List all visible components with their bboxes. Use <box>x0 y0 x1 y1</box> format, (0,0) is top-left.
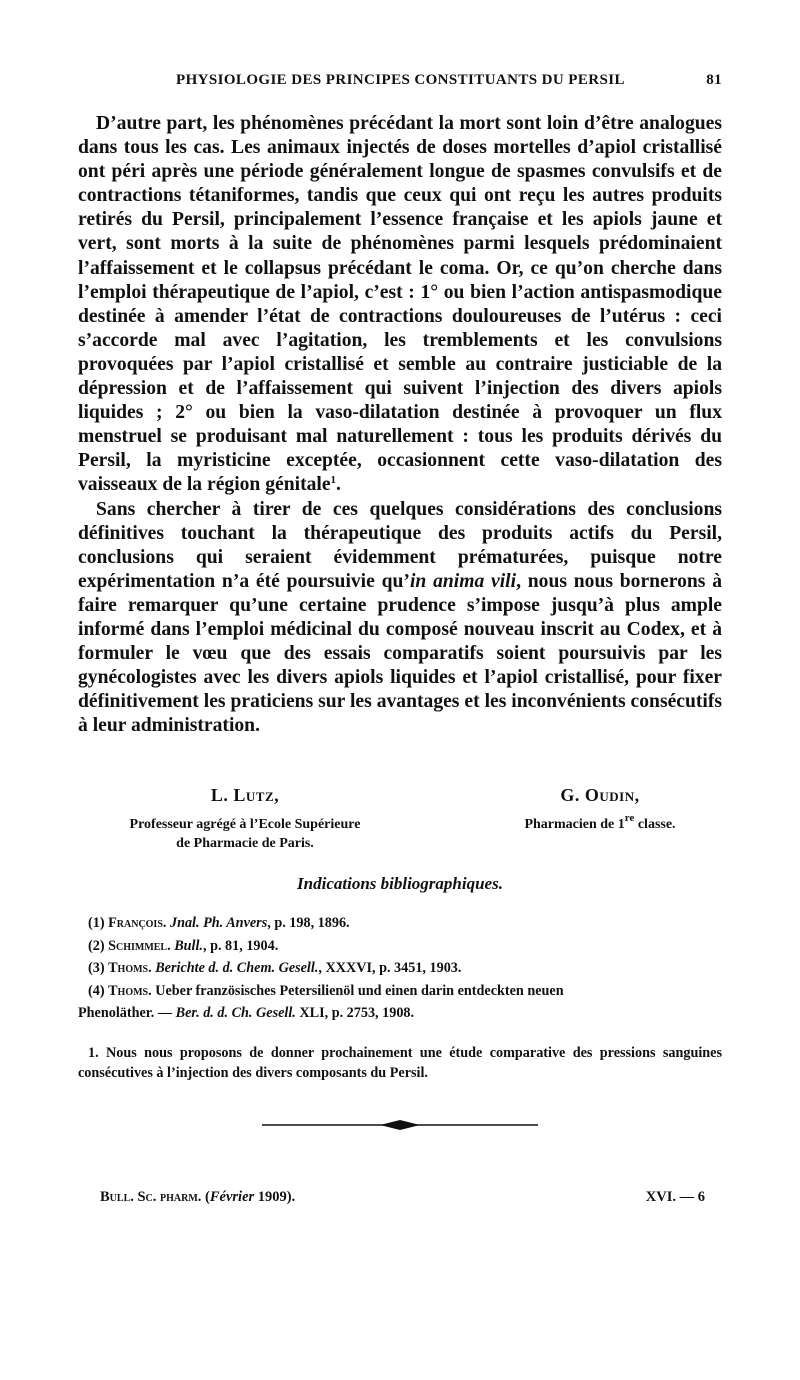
bibliography-heading: Indications bibliographiques. <box>297 874 503 893</box>
footnote-number: 1. <box>88 1045 99 1061</box>
reference-item: (2) Schimmel. Bull., p. 81, 1904. <box>88 937 279 954</box>
author-title: de Pharmacie de Paris. <box>176 836 314 851</box>
signature-lutz <box>95 785 395 853</box>
paragraph-text: Sans chercher à tirer de ces quelques considérations des conclusions définitives touchant la thérapeutique des produits actifs du Persil, conclusions qui seraient évidemment prématurées, puisque notre expérimentation n’a été poursuivie qu’ <box>78 498 722 592</box>
paragraph <box>78 112 722 498</box>
running-title: PHYSIOLOGIE DES PRINCIPES CONSTITUANTS DU PERSIL <box>176 72 625 88</box>
running-header <box>78 72 722 96</box>
paragraph <box>78 498 722 739</box>
journal-citation: Bull. Sc. pharm. (Février 1909). <box>100 1189 296 1205</box>
reference-item: (1) François. Jnal. Ph. Anvers, p. 198, 1896. <box>88 915 350 931</box>
reference-item: (4) Thoms. Ueber französisches Petersilienöl und einen darin entdeckten neuen <box>88 982 564 999</box>
page-footer <box>100 1189 705 1206</box>
page-number: 81 <box>706 72 722 88</box>
author-name: G. Oudin, <box>560 785 640 805</box>
bibliography-list <box>78 912 722 1025</box>
signature-mark: XVI. — 6 <box>645 1189 705 1205</box>
reference-item-continued: Phenoläther. — Ber. d. d. Ch. Gesell. XLI, p. 2753, 1908. <box>78 1005 415 1021</box>
author-title: Pharmacien de 1re classe. <box>524 812 676 832</box>
footnote <box>78 1043 722 1083</box>
latin-phrase: in anima vili <box>409 570 517 592</box>
footnote-text: Nous nous proposons de donner prochainement une étude comparative des pressions sanguines consécutives à l’injection des divers composants du Persil. <box>78 1045 722 1081</box>
signature-oudin <box>490 785 710 834</box>
body-text <box>78 112 722 738</box>
reference-item: (3) Thoms. Berichte d. d. Chem. Gesell., XXXVI, p. 3451, 1903. <box>88 960 462 976</box>
paragraph-text: , nous nous bornerons à faire remarquer qu’une certaine prudence s’impose jusqu’à plus ample informé dans l’emploi médicinal du composé nouveau inscrit au Codex, et à formuler le vœu que des essais comparatifs soient poursuivis par les gynécologistes avec les divers apiols liquides et l’apiol cristallisé, pour fixer définitivement les praticiens sur les avantages et les inconvénients consécutifs à leur administration. <box>78 570 722 737</box>
author-title: Professeur agrégé à l’Ecole Supérieure <box>129 817 361 832</box>
author-name: L. Lutz, <box>210 785 280 805</box>
paragraph-text: . <box>336 474 341 496</box>
ornamental-rule <box>262 1115 538 1135</box>
footnote-marker[interactable]: 1 <box>330 474 337 487</box>
paragraph-text: D’autre part, les phénomènes précédant la mort sont loin d’être analogues dans tous les cas. Les animaux injectés de doses mortelles d’apiol cristallisé ont péri après une période généralement longue de spasmes convulsifs et de contractions tétaniformes, tandis que ceux qui ont reçu les autres produits retirés du Persil, principalement l’essence française et les apiols jaune et vert, sont morts à la suite de phénomènes parmi lesquels prédominaient l’affaissement et le collapsus précédant le coma. Or, ce qu’on cherche dans l’emploi thérapeutique de l’apiol, c’est : 1° ou bien l’action antispasmodique destinée à amender l’état de contractions douloureuses de l’utérus : ceci s’accorde mal avec l’agitation, les tremblements et les convulsions provoquées par l’apiol cristallisé et semble au contraire justiciable de la dépression et de l’affaissement qui suivent l’injection des divers apiols liquides ; 2° ou bien la vaso-dilatation destinée à provoquer un flux menstruel se produisant mal naturellement : tous les produits dérivés du Persil, la myristicine exceptée, occasionnent cette vaso-dilatation des vaisseaux de la région génitale <box>78 113 722 496</box>
